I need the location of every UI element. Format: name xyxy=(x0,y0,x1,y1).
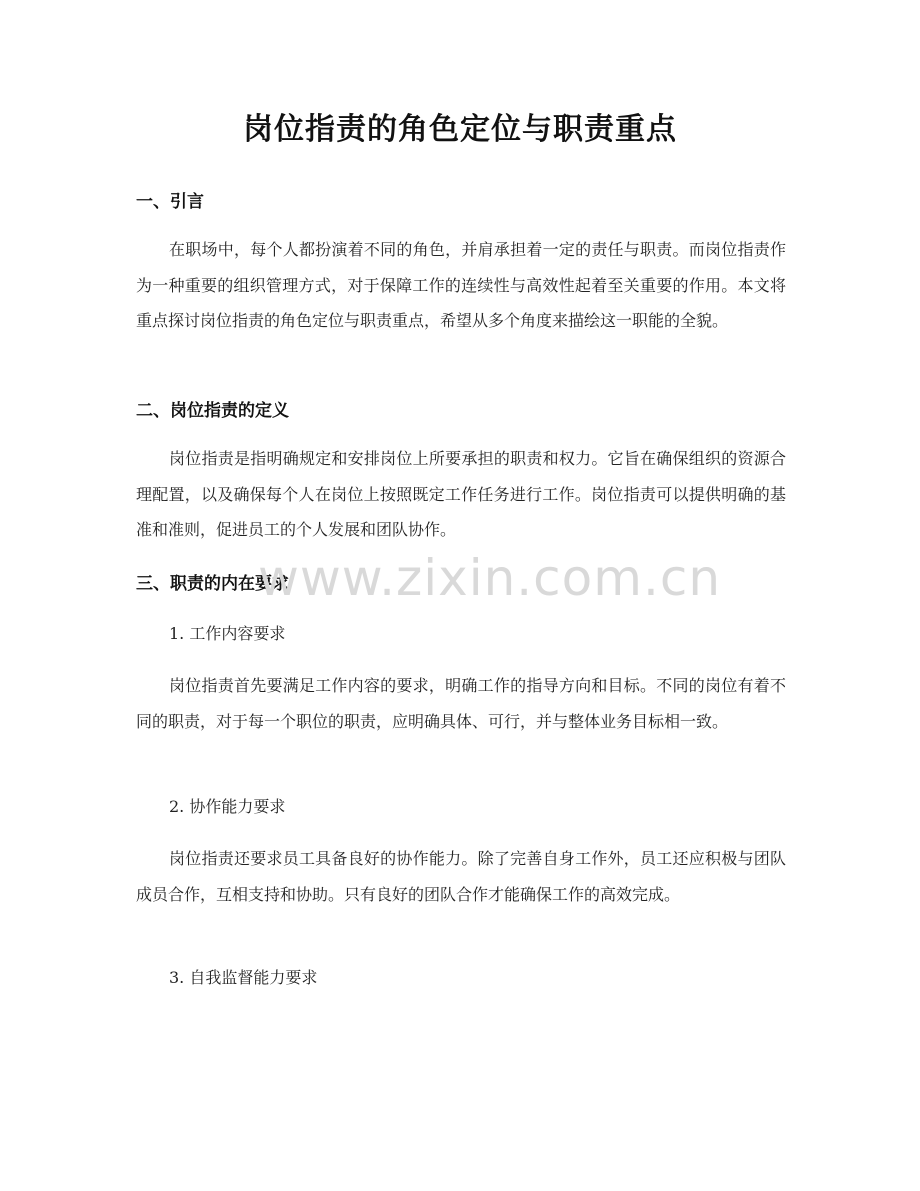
watermark-text: www.zixin.com.cn xyxy=(258,549,722,607)
section-heading-requirements: 三、职责的内在要求 xyxy=(136,574,289,594)
section-heading-introduction: 一、引言 xyxy=(136,192,204,212)
document-title: 岗位指责的角色定位与职责重点 xyxy=(243,112,677,147)
subheading-self-supervision: 3. 自我监督能力要求 xyxy=(169,968,318,987)
paragraph-introduction: 在职场中，每个人都扮演着不同的角色，并肩承担着一定的责任与职责。而岗位指责作为一种重要的组织管理方式，对于保障工作的连续性与高效性起着至关重要的作用。本文将重点探讨岗位指责的角色定位与职责重点，希望从多个角度来描绘这一职能的全貌。 xyxy=(136,240,786,330)
paragraph-work-content: 岗位指责首先要满足工作内容的要求，明确工作的指导方向和目标。不同的岗位有着不同的职责，对于每一个职位的职责，应明确具体、可行，并与整体业务目标相一致。 xyxy=(136,676,786,731)
subheading-work-content: 1. 工作内容要求 xyxy=(169,624,286,643)
section-heading-definition: 二、岗位指责的定义 xyxy=(136,401,289,421)
paragraph-collaboration: 岗位指责还要求员工具备良好的协作能力。除了完善自身工作外，员工还应积极与团队成员合作，互相支持和协助。只有良好的团队合作才能确保工作的高效完成。 xyxy=(136,849,786,904)
paragraph-definition: 岗位指责是指明确规定和安排岗位上所要承担的职责和权力。它旨在确保组织的资源合理配置，以及确保每个人在岗位上按照既定工作任务进行工作。岗位指责可以提供明确的基准和准则，促进员工的个人发展和团队协作。 xyxy=(136,449,786,539)
subheading-collaboration: 2. 协作能力要求 xyxy=(169,797,286,816)
